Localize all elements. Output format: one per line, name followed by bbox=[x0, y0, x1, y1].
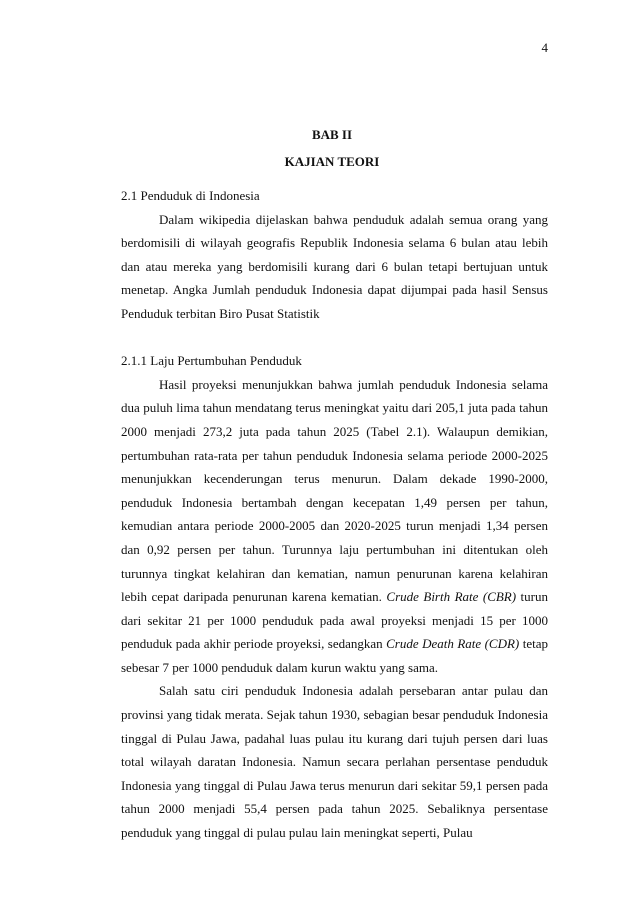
section-heading-2-1: 2.1 Penduduk di Indonesia bbox=[121, 188, 260, 203]
text-run: Dalam wikipedia dijelaskan bahwa penduduk adalah semua orang yang berdomisili di wilayah geografis Republik Indonesia selama 6 bulan atau lebih dan atau mereka yang berdomisili kurang dari 6 bulan tetapi bertujuan untuk menetap. Angka Jumlah penduduk Indonesia dapat dijumpai pada hasil Sensus Penduduk terbitan Biro Pusat Statistik bbox=[121, 211, 548, 321]
text-run: Salah satu ciri penduduk Indonesia adalah persebaran antar pulau dan provinsi yang tidak merata. Sejak tahun 1930, sebagian besar penduduk Indonesia tinggal di Pulau Jawa, padahal luas pulau itu kurang dari tujuh persen dari luas total wilayah daratan Indonesia. Namun secara perlahan persentase penduduk Indonesia yang tinggal di Pulau Jawa terus menurun dari sekitar 59,1 persen pada tahun 2000 menjadi 55,4 persen pada tahun 2025. Sebaliknya persentase penduduk yang tinggal di pulau pulau lain meningkat seperti, Pulau bbox=[121, 683, 548, 841]
chapter-heading bbox=[0, 121, 638, 175]
section-2-1-paragraph-1 bbox=[121, 208, 548, 326]
term-cdr: Crude Death Rate (CDR) bbox=[386, 636, 520, 652]
chapter-title: KAJIAN TEORI bbox=[284, 154, 380, 169]
section-spacer bbox=[121, 326, 548, 350]
body-content bbox=[121, 184, 548, 845]
term-cbr: Crude Birth Rate (CBR) bbox=[386, 589, 517, 605]
section-heading-2-1-1: 2.1.1 Laju Pertumbuhan Penduduk bbox=[121, 353, 302, 369]
section-2-1-1-paragraph-2 bbox=[121, 679, 548, 844]
page-number: 4 bbox=[541, 40, 548, 55]
text-run: Hasil proyeksi menunjukkan bahwa jumlah penduduk Indonesia selama dua puluh lima tahun mendatang terus meningkat yaitu dari 205,1 juta pada tahun 2000 menjadi 273,2 juta pada tahun 2025 (Tabel 2.1). Walaupun demikian, pertumbuhan rata-rata per tahun penduduk Indonesia selama periode 2000-2025 menunjukkan kecenderungan terus menurun. Dalam dekade 1990-2000, penduduk Indonesia bertambah dengan kecepatan 1,49 persen per tahun, kemudian antara periode 2000-2005 dan 2020-2025 turun menjadi 1,34 persen dan 0,92 persen per tahun. Turunnya laju pertumbuhan ini ditentukan oleh turunnya tingkat kelahiran dan kematian, namun penurunan karena kelahiran lebih cepat daripada penurunan karena kematian. bbox=[121, 376, 548, 605]
section-2-1-1-paragraph-1 bbox=[121, 373, 548, 680]
chapter-label: BAB II bbox=[311, 127, 353, 142]
text-run: turun dari sekitar 21 per 1000 penduduk pada awal proyeksi menjadi 15 per 1000 penduduk pada akhir periode proyeksi, sedangkan bbox=[121, 589, 548, 652]
text-run: tetap sebesar 7 per 1000 penduduk dalam kurun waktu yang sama. bbox=[121, 636, 548, 675]
